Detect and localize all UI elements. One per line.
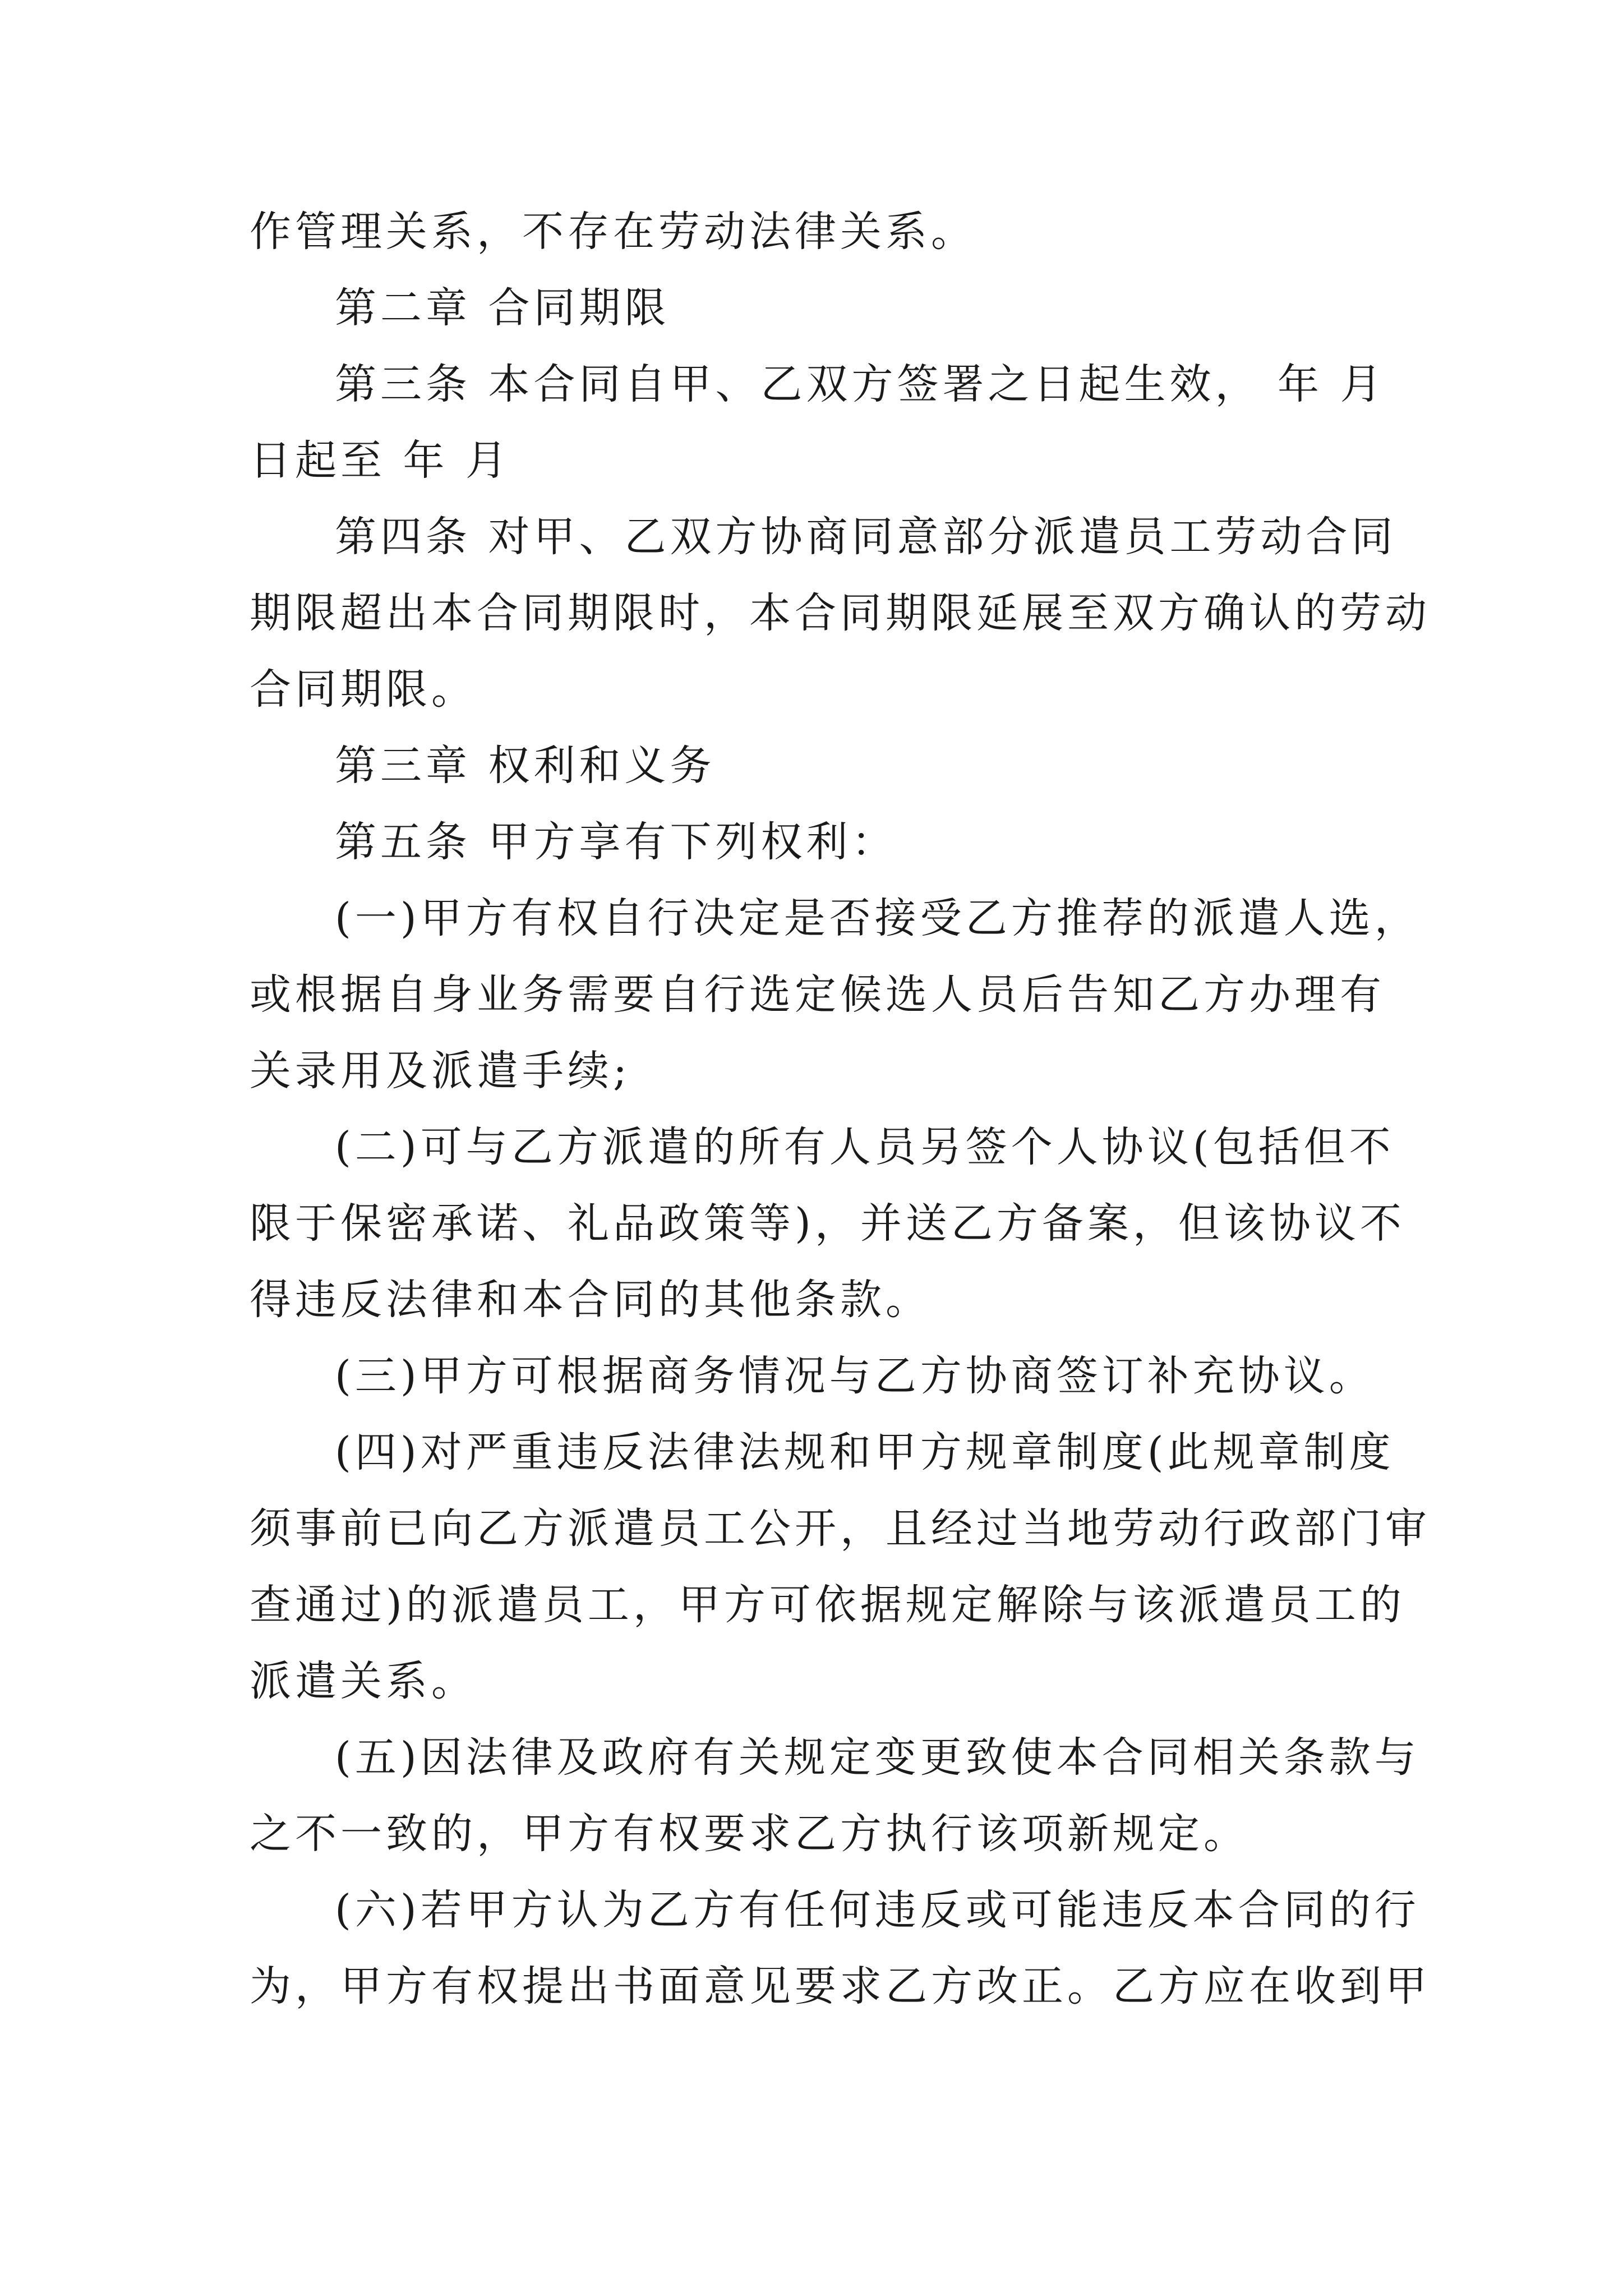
text-line: 作管理关系，不存在劳动法律关系。 (250, 208, 976, 256)
text-line: (三)甲方可根据商务情况与乙方协商签订补充协议。 (335, 1352, 1375, 1400)
text-line: 第四条 对甲、乙双方协商同意部分派遣员工劳动合同 (335, 513, 1397, 561)
text-line: 或根据自身业务需要自行选定候选人员后告知乙方办理有 (250, 970, 1385, 1019)
text-line: 为，甲方有权提出书面意见要求乙方改正。乙方应在收到甲 (250, 1962, 1431, 2010)
text-line: 派遣关系。 (250, 1657, 477, 1705)
text-line: 日起至 年 月 (250, 436, 511, 485)
text-line: 期限超出本合同期限时，本合同期限延展至双方确认的劳动 (250, 589, 1431, 637)
text-line: (五)因法律及政府有关规定变更致使本合同相关条款与 (335, 1733, 1420, 1782)
text-line: (四)对严重违反法律法规和甲方规章制度(此规章制度 (335, 1428, 1395, 1476)
text-line: 查通过)的派遣员工，甲方可依据规定解除与该派遣员工的 (250, 1581, 1405, 1629)
text-line: 之不一致的，甲方有权要求乙方执行该项新规定。 (250, 1810, 1249, 1858)
text-line: 关录用及派遣手续; (250, 1047, 631, 1095)
text-line: 限于保密承诺、礼品政策等)，并送乙方备案，但该协议不 (250, 1199, 1405, 1248)
chapter-heading: 第二章 合同期限 (335, 284, 670, 332)
chapter-heading: 第三章 权利和义务 (335, 742, 716, 790)
text-line: 得违反法律和本合同的其他条款。 (250, 1276, 931, 1324)
text-line: (一)甲方有权自行决定是否接受乙方推荐的派遣人选， (335, 894, 1420, 942)
text-line: (二)可与乙方派遣的所有人员另签个人协议(包括但不 (335, 1123, 1395, 1171)
document-page (250, 194, 1431, 2024)
text-line: 第三条 本合同自甲、乙双方签署之日起生效， 年 月 (335, 360, 1386, 408)
text-line: 第五条 甲方享有下列权利： (335, 818, 897, 866)
text-line: 须事前已向乙方派遣员工公开，且经过当地劳动行政部门审 (250, 1504, 1431, 1553)
text-line: 合同期限。 (250, 665, 477, 714)
text-line: (六)若甲方认为乙方有任何违反或可能违反本合同的行 (335, 1886, 1420, 1934)
